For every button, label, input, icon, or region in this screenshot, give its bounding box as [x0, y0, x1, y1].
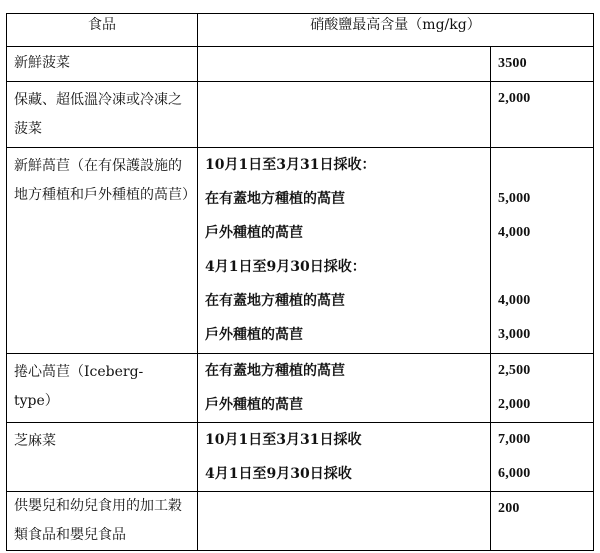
header-max-content: 硝酸鹽最高含量（mg/kg）	[198, 14, 594, 47]
nitrate-value	[498, 250, 586, 284]
condition-text: 戶外種植的萵苣	[205, 397, 303, 413]
nitrate-value: 2,500	[498, 363, 531, 378]
table-row	[7, 82, 594, 148]
food-name: 新鮮菠菜	[14, 55, 70, 71]
nitrate-value: 3,000	[498, 327, 531, 342]
food-name: 芝麻菜	[14, 433, 56, 449]
condition-text: 戶外種植的萵苣	[205, 327, 303, 343]
table-row	[7, 492, 594, 551]
condition-text: 在有蓋地方種植的萵苣	[205, 293, 345, 309]
condition-text: 在有蓋地方種植的萵苣	[205, 191, 345, 207]
nitrate-value: 2,000	[498, 397, 531, 412]
condition-text: 4月1日至9月30日採收	[205, 466, 352, 482]
nitrate-value: 6,000	[498, 466, 531, 481]
nitrate-limits-table	[6, 13, 594, 551]
food-name: 保藏、超低溫冷凍或冷凍之菠菜	[14, 92, 182, 137]
condition-text: 10月1日至3月31日採收	[205, 432, 362, 448]
nitrate-value: 200	[498, 501, 520, 516]
condition-text	[205, 492, 483, 526]
table-row	[7, 354, 594, 423]
condition-text	[205, 82, 483, 116]
food-name: 新鮮萵苣（在有保護設施的地方種植和戶外種植的萵苣）	[14, 158, 196, 203]
condition-text	[205, 47, 483, 81]
food-name: 捲心萵苣（Iceberg-type）	[14, 364, 144, 409]
header-food: 食品	[7, 14, 198, 47]
condition-text: 10月1日至3月31日採收：	[205, 157, 376, 173]
nitrate-value: 2,000	[498, 91, 531, 106]
table-row	[7, 148, 594, 354]
condition-text: 戶外種植的萵苣	[205, 225, 303, 241]
food-name: 供嬰兒和幼兒食用的加工穀類食品和嬰兒食品	[14, 498, 182, 543]
table-row	[7, 423, 594, 492]
nitrate-value: 7,000	[498, 432, 531, 447]
nitrate-value: 5,000	[498, 191, 531, 206]
condition-text: 4月1日至9月30日採收：	[205, 259, 366, 275]
table-row	[7, 47, 594, 82]
nitrate-value: 4,000	[498, 293, 531, 308]
nitrate-value: 4,000	[498, 225, 531, 240]
condition-text: 在有蓋地方種植的萵苣	[205, 363, 345, 379]
header-row	[7, 14, 594, 47]
nitrate-value: 3500	[498, 56, 527, 71]
nitrate-value	[498, 148, 586, 182]
